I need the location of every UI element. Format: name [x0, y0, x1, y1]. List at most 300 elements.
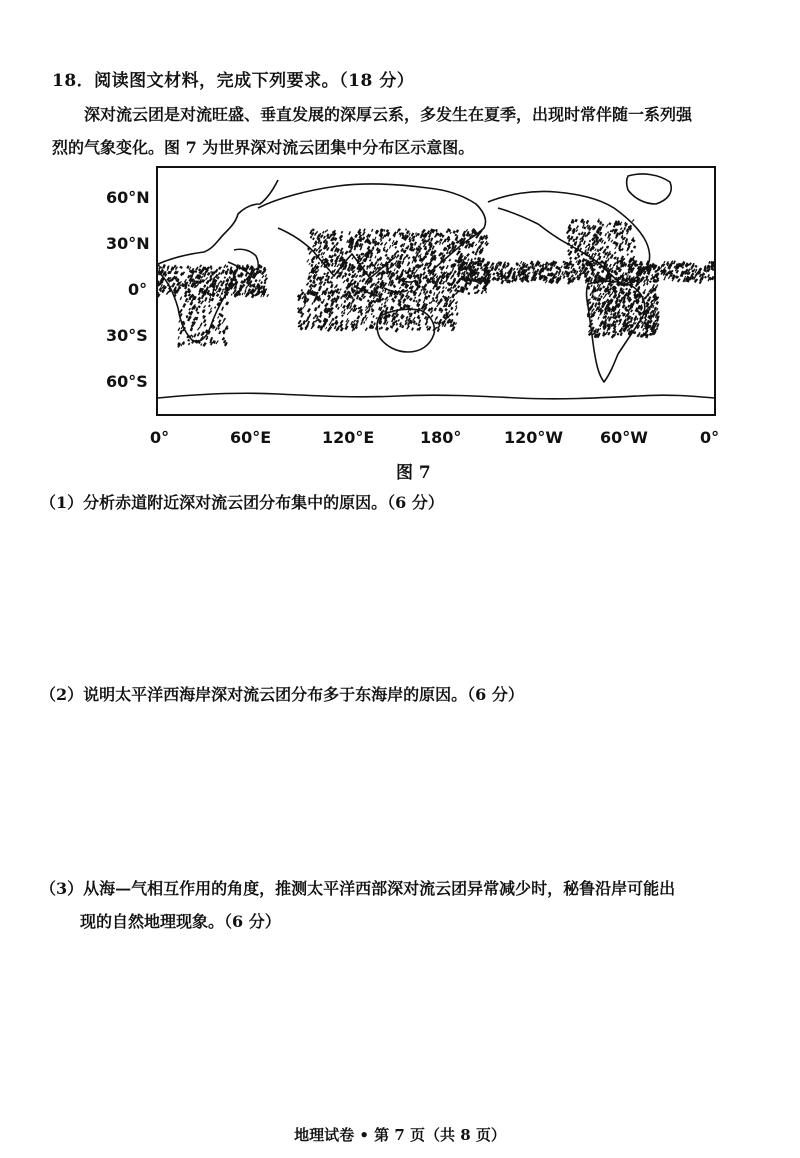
cloud-dot: [642, 291, 645, 294]
cloud-dot: [210, 337, 214, 342]
cloud-dot: [406, 291, 409, 295]
cloud-dot: [359, 279, 361, 282]
cloud-dot: [649, 280, 652, 283]
cloud-dot: [223, 318, 226, 322]
cloud-dot: [384, 242, 388, 246]
cloud-dot: [644, 315, 648, 320]
cloud-dot: [324, 302, 329, 307]
cloud-dot: [260, 281, 263, 284]
cloud-dot: [574, 219, 577, 223]
cloud-dot: [310, 236, 313, 239]
cloud-dot: [376, 317, 378, 320]
cloud-dot: [200, 343, 202, 346]
cloud-dot: [322, 231, 325, 234]
cloud-dot: [609, 251, 611, 253]
cloud-dot: [441, 290, 445, 294]
world-map: [158, 168, 714, 414]
cloud-dot: [555, 270, 559, 275]
lon-label-60w: 60°W: [600, 428, 648, 447]
cloud-dot: [438, 291, 441, 294]
cloud-dot: [481, 290, 484, 294]
cloud-dot: [572, 239, 575, 243]
cloud-dot: [208, 310, 212, 314]
cloud-dot: [591, 302, 595, 307]
cloud-dot: [653, 284, 655, 287]
cloud-dot: [341, 314, 344, 317]
cloud-dot: [261, 275, 264, 278]
cloud-dot: [599, 328, 601, 330]
cloud-dot: [214, 306, 216, 309]
cloud-dot: [356, 320, 359, 323]
cloud-dot: [331, 263, 334, 267]
cloud-dot: [476, 248, 479, 253]
cloud-dot: [344, 325, 348, 330]
cloud-dot: [362, 253, 365, 256]
cloud-dot: [308, 251, 312, 255]
cloud-dot: [363, 228, 366, 232]
cloud-dot: [456, 312, 459, 316]
cloud-dot: [518, 264, 520, 266]
cloud-dot: [399, 287, 402, 290]
cloud-dot: [590, 284, 592, 287]
cloud-dot: [625, 288, 628, 291]
cloud-dot: [380, 242, 383, 246]
cloud-dot: [430, 237, 433, 241]
cloud-dot: [418, 319, 421, 323]
cloud-dot: [388, 238, 391, 242]
cloud-dot: [381, 303, 383, 306]
cloud-dot: [187, 339, 190, 342]
cloud-dot: [408, 256, 411, 259]
cloud-dot: [309, 284, 313, 288]
cloud-dot: [608, 222, 611, 225]
lon-label-120w: 120°W: [504, 428, 564, 447]
cloud-dot: [374, 237, 376, 241]
cloud-dot: [655, 301, 659, 305]
cloud-dot: [372, 315, 375, 318]
cloud-dot: [199, 264, 202, 267]
cloud-dot: [448, 310, 451, 313]
cloud-dot: [204, 297, 207, 302]
cloud-dot: [342, 305, 346, 309]
cloud-dot: [397, 230, 399, 233]
cloud-dot: [363, 321, 365, 324]
cloud-dot: [423, 299, 426, 303]
cloud-dot: [321, 256, 323, 259]
cloud-dot: [684, 276, 686, 279]
cloud-dot: [643, 279, 646, 283]
cloud-dot: [452, 268, 454, 272]
cloud-dot: [208, 304, 211, 307]
lat-label-60s: 60°S: [106, 372, 148, 391]
cloud-dot: [345, 323, 348, 326]
cloud-dot: [434, 307, 438, 311]
cloud-dot: [265, 274, 267, 277]
cloud-dot: [348, 273, 352, 277]
cloud-dot: [440, 238, 443, 241]
cloud-dot: [656, 284, 658, 288]
cloud-dot: [231, 293, 233, 295]
cloud-dot: [603, 295, 606, 299]
cloud-dot: [382, 289, 384, 292]
cloud-dot: [389, 245, 391, 249]
cloud-dot: [474, 257, 477, 260]
cloud-dot: [178, 327, 181, 331]
cloud-dot: [397, 319, 400, 322]
cloud-dot: [210, 307, 212, 310]
cloud-dot: [617, 333, 620, 336]
cloud-dot: [343, 312, 346, 315]
cloud-dot: [343, 309, 345, 312]
cloud-dot: [642, 328, 644, 331]
cloud-dot: [361, 278, 365, 283]
cloud-dot: [616, 260, 619, 264]
cloud-dot: [627, 253, 629, 256]
cloud-dot: [162, 264, 166, 269]
cloud-dot: [434, 240, 438, 245]
cloud-dot: [362, 231, 366, 236]
figure-caption: 图 7: [396, 463, 431, 483]
cloud-dot: [618, 322, 621, 326]
cloud-dot: [589, 240, 592, 243]
question-header: 18．阅读图文材料，完成下列要求。（18 分）: [52, 71, 415, 91]
cloud-dot: [627, 305, 630, 308]
lon-label-0-left: 0°: [150, 428, 170, 447]
cloud-dot: [583, 241, 586, 245]
cloud-dot: [422, 271, 426, 275]
cloud-dot: [371, 229, 374, 232]
cloud-dot: [348, 231, 351, 235]
cloud-dot: [446, 265, 449, 269]
cloud-dot: [630, 250, 633, 253]
cloud-dot: [179, 330, 183, 335]
cloud-dot: [453, 230, 456, 234]
cloud-dot: [415, 300, 418, 303]
cloud-dot: [209, 275, 212, 279]
cloud-dot: [610, 254, 613, 258]
cloud-dot: [440, 271, 443, 274]
cloud-dot: [549, 266, 553, 271]
cloud-dot: [622, 300, 626, 304]
cloud-dot: [216, 291, 218, 294]
cloud-dot: [610, 239, 613, 242]
cloud-dot: [419, 243, 422, 246]
cloud-dot: [567, 249, 570, 252]
cloud-dot: [334, 325, 337, 329]
question-intro: [52, 98, 772, 164]
cloud-dot: [594, 248, 596, 251]
lon-label-180: 180°: [420, 428, 462, 447]
cloud-dot: [323, 282, 326, 287]
cloud-dot: [575, 236, 579, 240]
cloud-dot: [198, 305, 201, 308]
cloud-dot: [428, 235, 431, 238]
cloud-dot: [205, 277, 208, 280]
cloud-dot: [447, 296, 450, 300]
cloud-dot: [433, 292, 435, 296]
cloud-dot: [663, 261, 665, 263]
cloud-dot: [197, 332, 201, 337]
cloud-dot: [245, 273, 248, 277]
cloud-dot: [492, 272, 495, 275]
cloud-dot: [643, 283, 646, 287]
cloud-dot: [639, 316, 642, 320]
cloud-dot: [405, 319, 408, 323]
world-map-figure: [100, 166, 740, 456]
cloud-dot: [409, 233, 411, 236]
cloud-dot: [403, 256, 406, 260]
cloud-dot: [368, 271, 372, 276]
cloud-dot: [340, 303, 342, 306]
cloud-dot: [694, 265, 697, 268]
cloud-cluster-dots: [158, 218, 714, 348]
greenland-outline: [627, 174, 672, 204]
antarctica-outline: [158, 393, 714, 399]
cloud-dot: [331, 276, 334, 279]
cloud-dot: [401, 260, 404, 264]
cloud-dot: [325, 242, 329, 246]
cloud-dot: [442, 281, 445, 285]
cloud-dot: [673, 260, 676, 264]
cloud-dot: [597, 252, 600, 256]
cloud-dot: [188, 308, 191, 311]
cloud-dot: [594, 302, 597, 307]
cloud-dot: [360, 321, 363, 325]
cloud-dot: [575, 260, 577, 263]
cloud-dot: [476, 289, 480, 294]
cloud-dot: [330, 284, 334, 289]
cloud-dot: [633, 313, 635, 315]
cloud-dot: [585, 245, 588, 249]
cloud-dot: [365, 309, 367, 311]
cloud-dot: [592, 253, 594, 256]
cloud-dot: [444, 308, 448, 312]
cloud-dot: [606, 256, 608, 259]
cloud-dot: [602, 293, 605, 296]
cloud-dot: [341, 270, 343, 273]
cloud-dot: [374, 256, 376, 259]
cloud-dot: [485, 291, 487, 293]
cloud-dot: [475, 244, 477, 246]
cloud-dot: [430, 314, 433, 317]
subquestion-2: （2）说明太平洋西海岸深对流云团分布多于东海岸的原因。（6 分）: [40, 685, 524, 704]
cloud-dot: [611, 291, 614, 295]
cloud-dot: [187, 301, 189, 303]
cloud-dot: [451, 293, 455, 298]
cloud-dot: [675, 275, 678, 279]
cloud-dot: [307, 308, 311, 313]
cloud-dot: [454, 234, 457, 237]
cloud-dot: [343, 280, 346, 283]
cloud-dot: [184, 294, 188, 298]
subquestion-3-line-1: （3）从海—气相互作用的角度，推测太平洋西部深对流云团异常减少时，秘鲁沿岸可能出: [40, 879, 676, 898]
cloud-dot: [446, 251, 449, 254]
intro-line-1: 深对流云团是对流旺盛、垂直发展的深厚云系，多发生在夏季，出现时常伴随一系列强: [84, 105, 693, 124]
cloud-dot: [377, 263, 380, 266]
cloud-dot: [375, 326, 379, 331]
cloud-dot: [513, 268, 516, 271]
cloud-dot: [614, 251, 617, 254]
cloud-dot: [315, 320, 318, 323]
cloud-dot: [415, 322, 418, 325]
cloud-dot: [578, 233, 581, 236]
cloud-dot: [335, 242, 339, 246]
cloud-dot: [340, 247, 344, 251]
lon-label-60e: 60°E: [230, 428, 272, 447]
cloud-dot: [355, 326, 358, 329]
cloud-dot: [223, 264, 226, 268]
cloud-dot: [398, 280, 401, 284]
cloud-dot: [600, 295, 603, 298]
cloud-dot: [306, 316, 309, 321]
intro-line-2: 烈的气象变化。图 7 为世界深对流云团集中分布区示意图。: [52, 138, 475, 157]
cloud-dot: [357, 295, 359, 298]
cloud-dot: [340, 320, 344, 325]
cloud-dot: [602, 285, 605, 288]
cloud-dot: [596, 287, 600, 292]
cloud-dot: [394, 268, 396, 271]
cloud-dot: [467, 292, 470, 295]
cloud-dot: [372, 246, 375, 249]
cloud-dot: [606, 224, 609, 228]
cloud-dot: [242, 293, 244, 296]
cloud-dot: [322, 252, 325, 255]
cloud-dot: [603, 256, 605, 259]
cloud-dot: [625, 239, 628, 243]
cloud-dot: [641, 324, 644, 329]
cloud-dot: [677, 278, 681, 282]
cloud-dot: [202, 342, 206, 347]
cloud-dot: [354, 247, 357, 250]
cloud-dot: [648, 320, 652, 325]
cloud-dot: [365, 327, 368, 331]
map-frame: [156, 166, 716, 416]
cloud-dot: [203, 284, 206, 288]
cloud-dot: [623, 227, 626, 230]
cloud-dot: [337, 307, 340, 310]
subquestion-1: （1）分析赤道附近深对流云团分布集中的原因。（6 分）: [40, 493, 444, 512]
cloud-dot: [457, 285, 460, 288]
cloud-dot: [380, 276, 383, 280]
cloud-dot: [423, 267, 427, 271]
cloud-dot: [166, 291, 170, 295]
cloud-dot: [699, 280, 703, 284]
cloud-dot: [254, 279, 257, 282]
cloud-dot: [344, 290, 347, 294]
cloud-dot: [394, 295, 398, 299]
cloud-dot: [377, 281, 380, 285]
cloud-dot: [308, 263, 310, 265]
cloud-dot: [576, 225, 579, 229]
cloud-dot: [456, 229, 460, 233]
lat-label-60n: 60°N: [106, 188, 150, 207]
cloud-dot: [353, 320, 356, 324]
cloud-dot: [616, 257, 619, 261]
cloud-dot: [182, 303, 186, 308]
cloud-dot: [425, 321, 429, 326]
cloud-dot: [218, 272, 221, 275]
cloud-dot: [576, 229, 579, 232]
cloud-dot: [218, 331, 221, 335]
cloud-dot: [217, 323, 222, 328]
cloud-dot: [574, 257, 577, 261]
cloud-dot: [371, 321, 374, 324]
cloud-dot: [609, 264, 612, 268]
cloud-dot: [414, 297, 416, 300]
cloud-dot: [369, 259, 372, 262]
cloud-dot: [615, 319, 618, 322]
cloud-dot: [311, 302, 313, 305]
page-footer: 地理试卷 • 第 7 页（共 8 页）: [294, 1126, 506, 1144]
cloud-dot: [627, 245, 631, 250]
cloud-dot: [377, 278, 379, 281]
cloud-dot: [188, 296, 191, 300]
cloud-dot: [618, 243, 621, 248]
cloud-dot: [601, 223, 604, 226]
cloud-dot: [178, 336, 180, 339]
cloud-dot: [196, 311, 199, 314]
cloud-dot: [226, 265, 229, 268]
cloud-dot: [389, 283, 392, 287]
cloud-dot: [452, 279, 456, 284]
cloud-dot: [228, 276, 231, 279]
cloud-dot: [301, 289, 303, 292]
cloud-dot: [318, 262, 320, 265]
cloud-dot: [224, 276, 227, 279]
cloud-dot: [466, 253, 470, 257]
cloud-dot: [615, 232, 619, 237]
cloud-dot: [420, 289, 422, 292]
cloud-dot: [311, 260, 314, 263]
cloud-dot: [203, 305, 206, 308]
cloud-dot: [373, 322, 376, 326]
cloud-dot: [405, 228, 407, 230]
cloud-dot: [520, 261, 522, 264]
lon-label-120e: 120°E: [322, 428, 375, 447]
cloud-dot: [188, 343, 191, 346]
cloud-dot: [356, 254, 359, 257]
cloud-dot: [260, 293, 263, 297]
cloud-dot: [218, 319, 221, 323]
cloud-dot: [217, 316, 219, 319]
cloud-dot: [445, 287, 447, 289]
cloud-dot: [189, 301, 193, 305]
cloud-dot: [605, 233, 608, 237]
cloud-dot: [222, 288, 224, 291]
cloud-dot: [188, 284, 190, 286]
cloud-dot: [559, 275, 562, 278]
cloud-dot: [589, 293, 592, 296]
cloud-dot: [415, 269, 418, 273]
cloud-dot: [424, 275, 428, 279]
cloud-dot: [221, 306, 224, 310]
cloud-dot: [597, 317, 599, 320]
cloud-dot: [385, 254, 388, 257]
cloud-dot: [394, 246, 397, 249]
cloud-dot: [180, 296, 183, 300]
cloud-dot: [323, 236, 326, 239]
lat-label-30s: 30°S: [106, 326, 148, 345]
cloud-dot: [442, 241, 445, 244]
cloud-dot: [325, 327, 327, 330]
cloud-dot: [310, 264, 313, 267]
cloud-dot: [197, 326, 201, 330]
cloud-dot: [437, 328, 440, 332]
cloud-dot: [340, 327, 344, 332]
lat-label-30n: 30°N: [106, 234, 150, 253]
cloud-dot: [340, 288, 342, 291]
cloud-dot: [371, 313, 373, 315]
